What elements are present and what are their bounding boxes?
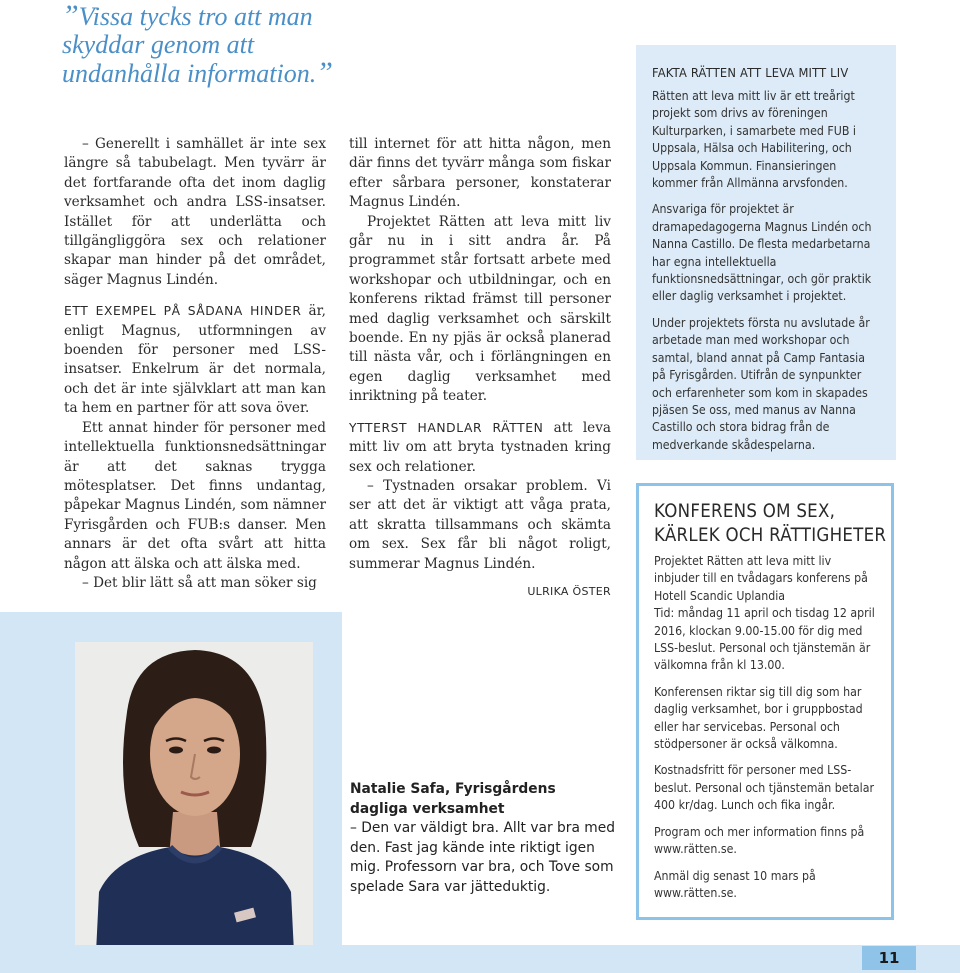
byline: ULRIKA ÖSTER — [527, 584, 611, 598]
paragraph-text: att leva mitt liv om att bryta tystnaden kring sex och relationer. — [349, 419, 611, 475]
photo-caption — [350, 780, 620, 898]
conference-title-line: KONFERENS OM SEX, — [654, 501, 836, 522]
caption-name — [350, 780, 620, 819]
fact-box-paragraph: Ansvariga för projektet är dramapedagogerna Magnus Lindén och Nanna Castillo. De flesta medarbetarna har egna intellektuella funktionsnedsättningar, och gör praktik eller daglig verksamhet i projektet. — [652, 202, 872, 304]
article-column-2 — [349, 135, 611, 601]
article-paragraph — [349, 419, 611, 477]
pull-quote-close-mark: ” — [316, 56, 333, 89]
paragraph-lead-in: ETT EXEMPEL PÅ SÅDANA HINDER — [64, 304, 302, 319]
article-paragraph: Projektet Rätten att leva mitt liv går nu in i sitt andra år. På programmet står fortsatt arbete med workshopar och utbildningar, och en konferens riktad främst till personer med daglig verksamhet och särskilt boende. En ny pjäs är också planerad till nästa vår, och i förlängningen en egen daglig verksamhet med inriktning på teater. — [349, 213, 611, 405]
portrait-photo — [75, 642, 313, 973]
conference-paragraph: Tid: måndag 11 april och tisdag 12 april 2016, klockan 9.00-15.00 för dig med LSS-beslut. Personal och tjänstemän är välkomna från kl 13.00. — [654, 606, 875, 673]
pull-quote-text: Vissa tycks tro att man skyddar genom att undanhålla information. — [62, 2, 317, 88]
conference-paragraph: Projektet Rätten att leva mitt liv inbjuder till en tvådagars konferens på Hotell Scandic Uplandia — [654, 554, 868, 603]
conference-box-title — [654, 500, 888, 548]
paragraph-lead-in: YTTERST HANDLAR RÄTTEN — [349, 420, 544, 435]
article-paragraph: – Tystnaden orsakar problem. Vi ser att det är viktigt att våga prata, att skratta tillsammans och skämta om sex. Sex får bli något roligt, summerar Magnus Lindén. — [349, 477, 611, 572]
pull-quote — [62, 2, 362, 88]
article-paragraph: – Det blir lätt så att man söker sig — [82, 574, 317, 591]
pull-quote-open-mark: ” — [62, 0, 79, 32]
fact-box-paragraph: Rätten att leva mitt liv är ett treårigt projekt som drivs av föreningen Kulturparken, i samarbete med FUB i Uppsala, Hälsa och Habilitering, och Uppsala Kommun. Finansieringen kommer från Allmänna arvsfonden. — [652, 89, 856, 191]
conference-paragraph: Anmäl dig senast 10 mars på www.rätten.se. — [654, 868, 816, 900]
conference-box-body — [654, 553, 879, 902]
article-paragraph: till internet för att hitta någon, men där finns det tyvärr många som fiskar efter sårbara personer, konstaterar Magnus Lindén. — [349, 136, 611, 211]
caption-name-line: Natalie Safa, Fyrisgårdens — [350, 781, 556, 797]
article-paragraph — [64, 302, 326, 418]
portrait-illustration — [75, 642, 313, 973]
article-paragraph: Ett annat hinder för personer med intellektuella funktionsnedsättningar är att det saknas trygga mötesplatser. Det finns undantag, påpekar Magnus Lindén, som nämner Fyrisgården och FUB:s danser. Men annars är det ofta svårt att hitta någon att älska och att älska med. — [64, 419, 326, 572]
conference-paragraph: Program och mer information finns på www.rätten.se. — [654, 824, 865, 857]
fact-box-paragraph: Under projektets första nu avslutade år arbetade man med workshopar och samtal, bland annat på Camp Fantasia på Fyrisgården. Utifrån de synpunkter och erfarenheter som kom in skapades pjäsen Se oss, med manus av Nanna Castillo och stora bidrag från de medverkande skådespelarna. — [652, 315, 870, 452]
article-column-1 — [64, 135, 326, 593]
page-number: 11 — [862, 946, 916, 970]
conference-paragraph: Konferensen riktar sig till dig som har daglig verksamhet, bor i gruppbostad eller har servicebas. Personal och stödpersoner är också välkomna. — [654, 684, 863, 752]
fact-box-body — [652, 88, 882, 454]
caption-text: – Den var väldigt bra. Allt var bra med den. Fast jag kände inte riktigt igen mig. Professorn var bra, och Tove som spelade Sara var jätteduktig. — [350, 820, 615, 895]
conference-title-line: KÄRLEK OCH RÄTTIGHETER — [654, 525, 887, 546]
paragraph-text: är, enligt Magnus, utformningen av boenden för personer med LSS-insatser. Enkelrum är det normala, och det är inte självklart att man kan ta hem en partner för att sova över. — [64, 303, 326, 417]
article-paragraph: – Generellt i samhället är inte sex längre så tabubelagt. Men tyvärr är det fortfarande ofta det inom daglig verksamhet och andra LSS-insatser. Istället för att underlätta och tillgängliggöra sex och relationer skapar man hinder på det området, säger Magnus Lindén. — [64, 136, 326, 288]
footer-bar — [0, 945, 960, 973]
fact-box-title: FAKTA RÄTTEN ATT LEVA MITT LIV — [652, 65, 849, 80]
caption-name-line: dagliga verksamhet — [350, 800, 505, 817]
conference-paragraph: Kostnadsfritt för personer med LSS-beslut. Personal och tjänstemän betalar 400 kr/dag. Lunch och fika ingår. — [654, 763, 875, 813]
